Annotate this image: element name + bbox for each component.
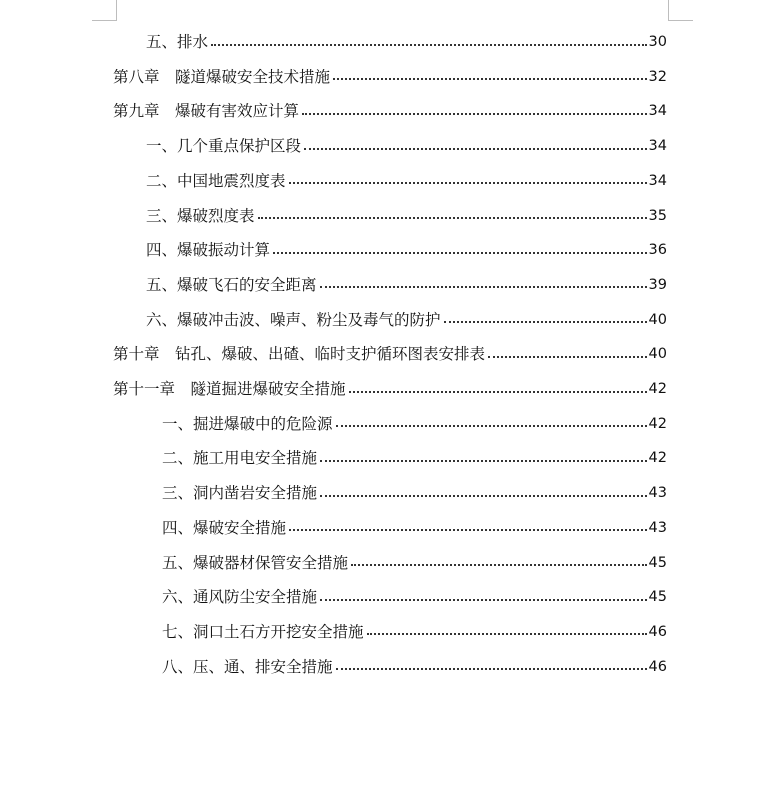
toc-entry-label: 第九章 爆破有害效应计算 <box>113 102 300 121</box>
toc-entry-label: 第八章 隧道爆破安全技术措施 <box>113 67 331 86</box>
toc-page-number: 42 <box>648 450 667 467</box>
toc-entry[interactable] <box>162 580 667 614</box>
toc-entry-label: 四、爆破安全措施 <box>162 518 287 537</box>
dot-leader <box>320 285 647 288</box>
dot-leader <box>273 251 647 254</box>
toc-entry[interactable] <box>146 233 667 267</box>
toc-page-number: 40 <box>648 346 667 363</box>
dot-leader <box>320 459 647 462</box>
dot-leader <box>289 181 647 184</box>
toc-entry[interactable] <box>162 476 667 510</box>
dot-leader <box>349 390 647 393</box>
dot-leader <box>289 528 647 531</box>
toc-entry[interactable] <box>113 94 667 128</box>
toc-entry[interactable] <box>146 164 667 198</box>
toc-entry[interactable] <box>162 650 667 684</box>
toc-entry[interactable] <box>146 303 667 337</box>
toc-page-number: 46 <box>648 623 667 640</box>
toc-entry[interactable] <box>162 511 667 545</box>
dot-leader <box>211 43 647 46</box>
toc-entry-label: 第十一章 隧道掘进爆破安全措施 <box>113 380 346 398</box>
toc-entry[interactable] <box>146 268 667 302</box>
toc-entry-label: 三、洞内凿岩安全措施 <box>162 484 318 503</box>
toc-entry[interactable] <box>162 615 667 649</box>
dot-leader <box>320 494 647 497</box>
toc-entry-label: 六、爆破冲击波、噪声、粉尘及毒气的防护 <box>146 310 441 329</box>
dot-leader <box>488 355 647 358</box>
toc-page-number: 42 <box>648 415 667 432</box>
margin-corner-mark-right <box>668 0 693 21</box>
toc-entry-label: 五、爆破飞石的安全距离 <box>146 275 317 294</box>
dot-leader <box>444 320 647 323</box>
toc-entry[interactable] <box>113 337 667 371</box>
dot-leader <box>336 424 647 427</box>
toc-entry[interactable] <box>162 407 667 441</box>
toc-page-number: 34 <box>648 138 667 155</box>
dot-leader <box>336 667 647 670</box>
toc-page-number: 39 <box>648 276 667 293</box>
toc-page-number: 43 <box>648 519 667 536</box>
toc-entry[interactable] <box>162 546 667 580</box>
dot-leader <box>302 112 647 115</box>
toc-page-number: 42 <box>648 381 667 397</box>
toc-page-number: 45 <box>648 554 667 571</box>
toc-entry[interactable] <box>146 199 667 233</box>
dot-leader <box>304 147 647 150</box>
toc-entry-label: 五、排水 <box>146 33 209 51</box>
toc-entry-label: 五、爆破器材保管安全措施 <box>162 553 349 572</box>
toc-entry[interactable] <box>146 129 667 163</box>
toc-page-number: 43 <box>648 485 667 502</box>
toc-entry[interactable] <box>146 25 667 59</box>
toc-entry-label: 二、施工用电安全措施 <box>162 449 318 468</box>
dot-leader <box>367 632 647 635</box>
toc-page-number: 46 <box>648 658 667 675</box>
toc-entry-label: 四、爆破振动计算 <box>146 241 271 260</box>
toc-page-number: 35 <box>648 207 667 224</box>
toc-entry-label: 八、压、通、排安全措施 <box>162 657 333 676</box>
toc-page-number: 34 <box>648 103 667 120</box>
toc-page-number: 45 <box>648 589 667 606</box>
toc-entry-label: 二、中国地震烈度表 <box>146 171 286 190</box>
toc-entry[interactable] <box>113 372 667 406</box>
dot-leader <box>320 598 647 601</box>
toc-entry-label: 第十章 钻孔、爆破、出碴、临时支护循环图表安排表 <box>113 345 486 364</box>
toc-entry-label: 七、洞口土石方开挖安全措施 <box>162 622 364 641</box>
toc-entry[interactable] <box>162 441 667 475</box>
dot-leader <box>351 563 647 566</box>
dot-leader <box>258 216 647 219</box>
dot-leader <box>333 77 647 80</box>
toc-entry[interactable] <box>113 60 667 94</box>
toc-page-number: 36 <box>648 242 667 259</box>
toc-page-number: 30 <box>648 34 667 50</box>
toc-page-number: 32 <box>648 68 667 85</box>
toc-entry-label: 六、通风防尘安全措施 <box>162 588 318 607</box>
toc-entry-label: 三、爆破烈度表 <box>146 206 255 225</box>
toc-page-number: 34 <box>648 172 667 189</box>
margin-corner-mark-left <box>92 0 117 21</box>
toc-entry-label: 一、掘进爆破中的危险源 <box>162 414 333 433</box>
toc-page-number: 40 <box>648 311 667 328</box>
toc-entry-label: 一、几个重点保护区段 <box>146 137 302 156</box>
